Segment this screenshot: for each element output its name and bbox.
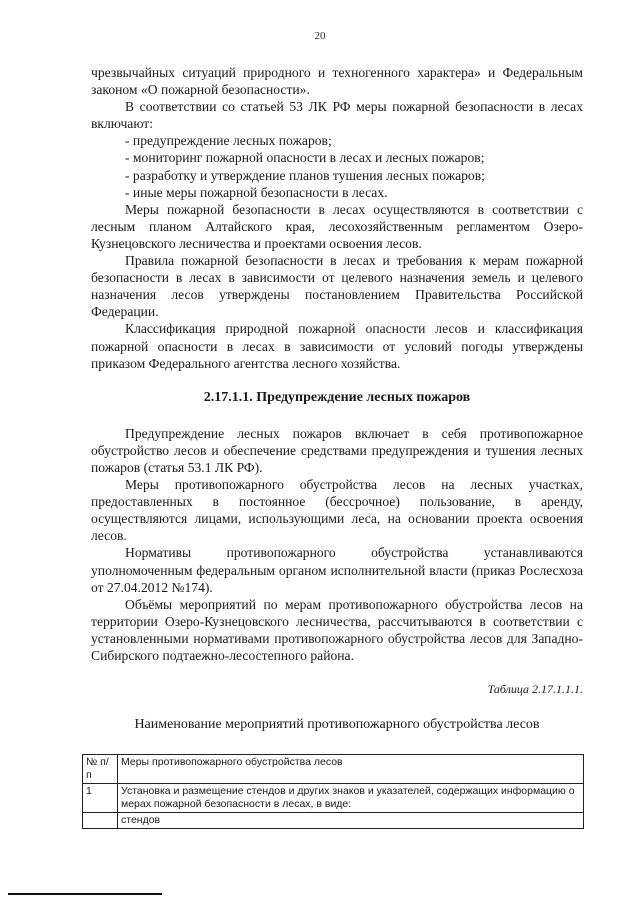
section-heading: 2.17.1.1. Предупреждение лесных пожаров (203, 389, 471, 405)
paragraph-fire-arrangement: Меры противопожарного обустройства лесов на лесных участках, предоставленных в постоянное (бессрочное) пользование, в аренду, осуществляются лицами, использующими леса, на основании проекта освоения лесов. (91, 477, 583, 544)
paragraph-standards: Нормативы противопожарного обустройства устанавливаются уполномоченным федеральным органом исполнительной власти (приказ Рослесхоза от 27.04.2012 №174). (91, 545, 583, 595)
paragraph-classification: Классификация природной пожарной опасности лесов и классификация пожарной опасности в лесах в зависимости от условий погоды утверждены приказом Федерального агентства лесного хозяйства. (91, 321, 583, 371)
header-number-cell: № п/п (83, 755, 118, 784)
list-item: - иные меры пожарной безопасности в лесах. (125, 184, 388, 200)
row-text-cell: стендов (118, 813, 584, 829)
document-body (91, 64, 583, 733)
table-title: Наименование мероприятий противопожарного обустройства лесов (134, 717, 540, 733)
paragraph-prevention: Предупреждение лесных пожаров включает в себя противопожарное обустройство лесов и обеспечение средствами предупреждения и тушения лесных пожаров (статья 53.1 ЛК РФ). (91, 425, 583, 475)
page-number: 20 (314, 30, 326, 42)
list-item: - мониторинг пожарной опасности в лесах и лесных пожаров; (125, 150, 485, 166)
table-row (83, 784, 584, 813)
footnote-divider (8, 893, 162, 895)
paragraph-fire-safety-rules: Правила пожарной безопасности в лесах и требования к мерам пожарной безопасности в лесах в зависимости от целевого назначения земель и целевого назначения лесов утверждены постановлением Правительства Российской Федерации. (91, 253, 583, 320)
measures-table (82, 754, 584, 829)
table-row (83, 813, 584, 829)
paragraph-volumes: Объёмы мероприятий по мерам противопожарного обустройства лесов на территории Озеро-Кузнецовского лесничества, рассчитываются в соответствии с установленными нормативами противопожарного обустройства лесов для Западно-Сибирского подтаежно-лесостепного района. (91, 596, 583, 663)
list-item: - разработку и утверждение планов тушения лесных пожаров; (125, 167, 485, 183)
row-number-cell (83, 813, 118, 829)
list-item: - предупреждение лесных пожаров; (125, 133, 332, 149)
paragraph-measures-implementation: Меры пожарной безопасности в лесах осуществляются в соответствии с лесным планом Алтайского края, лесохозяйственным регламентом Озеро-Кузнецовского лесничества и проектами освоения лесов. (91, 201, 583, 251)
table-header-row (83, 755, 584, 784)
paragraph-intro-continued: чрезвычайных ситуаций природного и техногенного характера» и Федеральным законом «О пожарной безопасности». (91, 65, 583, 98)
row-text-cell: Установка и размещение стендов и других знаков и указателей, содержащих информацию о мерах пожарной безопасности в лесах, в виде: (118, 784, 584, 813)
paragraph-article-53: В соответствии со статьей 53 ЛК РФ меры пожарной безопасности в лесах включают: (91, 99, 583, 132)
table-caption: Таблица 2.17.1.1.1. (487, 682, 583, 697)
header-measures-cell: Меры противопожарного обустройства лесов (118, 755, 584, 784)
row-number-cell: 1 (83, 784, 118, 813)
